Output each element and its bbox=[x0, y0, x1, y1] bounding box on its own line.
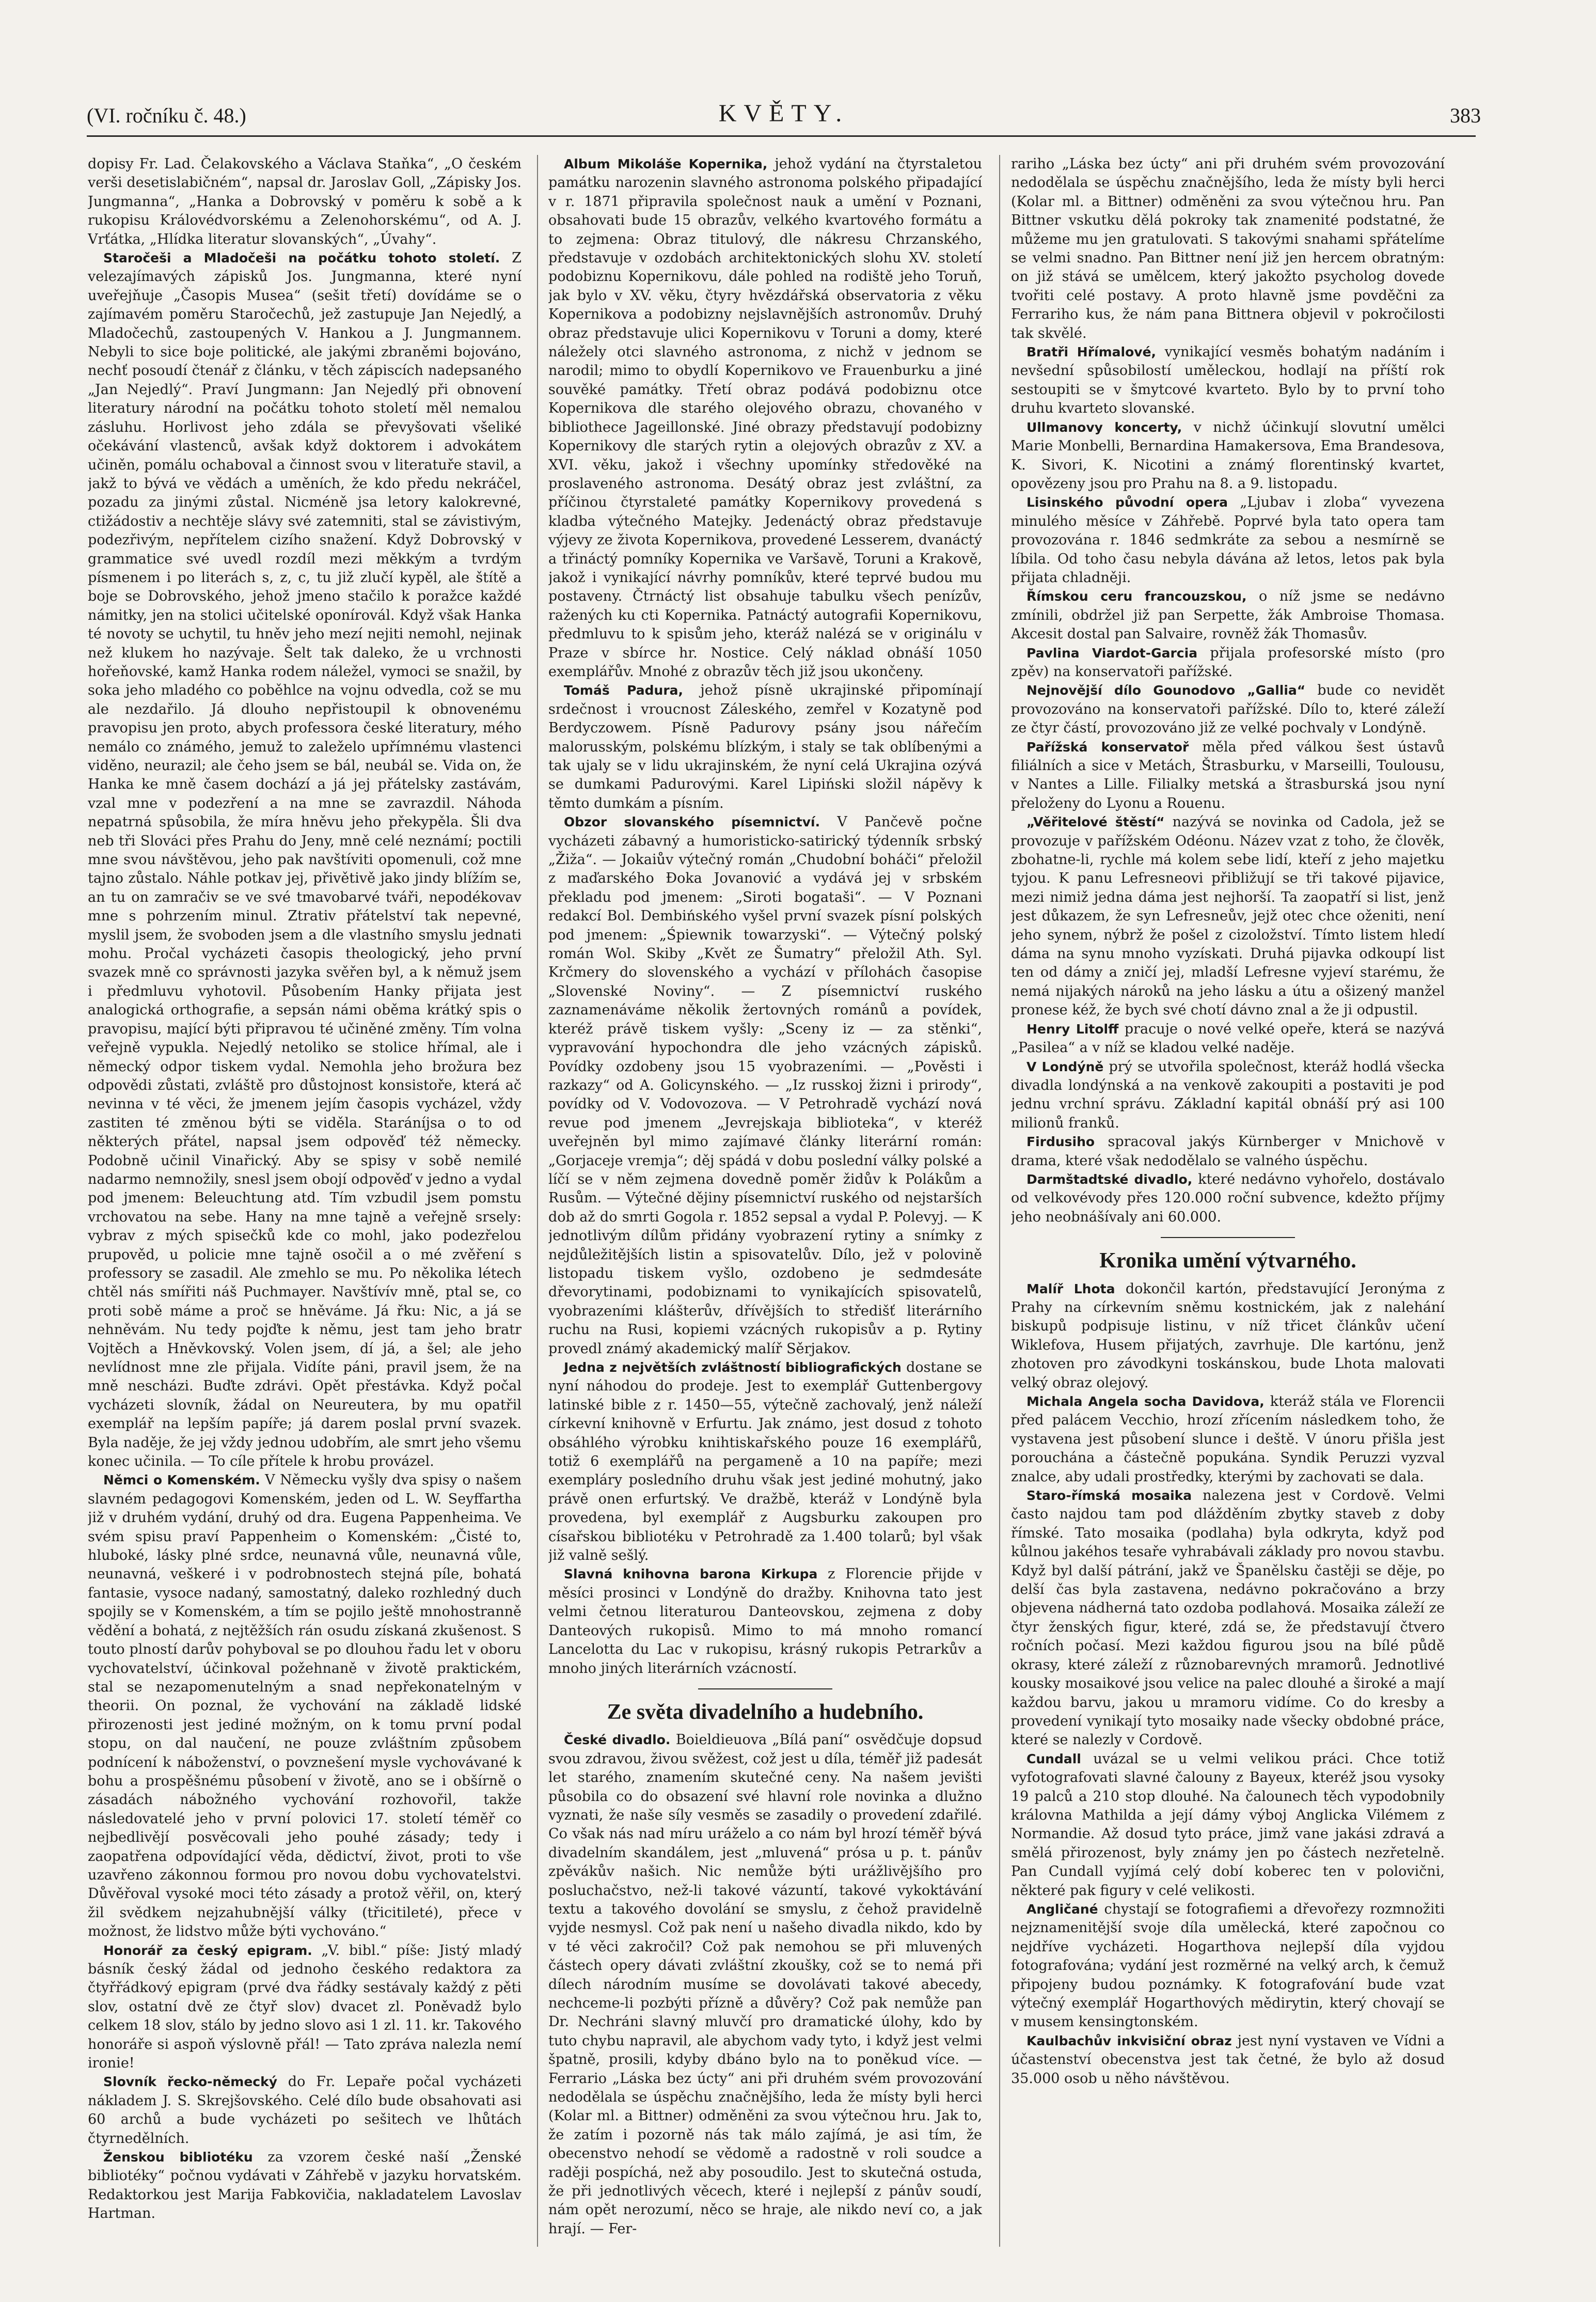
paragraph-keyword: Nejnovější dílo Gounodovo „Gallia“ bbox=[1026, 683, 1306, 698]
paragraph-text: Boieldieuova „Bílá paní“ osvědčuje dopsud svou zdravou, živou svěžest, což jest u díla, téměř již padesát let starého, znamením skutečné ceny. Na našem jevišti působila co do obsazení své hlavní role novinka a dlužno vyznati, že naše síly vesměs se zasadily o provedení zdařilé. Co však nás nad míru uráželo a co nám byl hrozí téměř bývá divadelním skandálem, jest „mluvená“ prósa u p. t. pánův zpěvákův našich. Nic nemůže býti urážlivějšího pro posluchačstvo, než-li takové vázuntí, takové vykoktávání textu a takového dovolání se smyslu, z čehož pravidelně vyjde nesmysl. Což pak není u našeho divadla nikdo, kdo by v té věci zakročil? Což pak nemohou se při mluvených částech opery dávati zvláštní zkoušky, což se to nemá při dílech národním musíme se dovolávati takové abecedy, nechceme-li pozbýti přízně a důvěry? Což pak nemůže pan Dr. Nechráni slavný mluvčí pro dramatické úlohy, kdo by tuto chybu napravil, ale abychom vady tyto, i když jest velmi špatně, prosili, kdyby dbáno bylo na to poněkud více. — Ferrario „Láska bez úcty“ ani při druhém svém provozování nedodělala se úspěchu značnějšího, leda že místy byli herci (Kolar ml. a Bittner) odměněni za svou výtečnou hru. Jak to, že zatím i pozorně nás tak málo zajímá, je asi tím, že obecenstvo nehodí se vědomě a radostně v roli soudce a raději pospíchá, než aby posoudilo. Jest to skutečná ostuda, že při jednotlivých věcech, které i nejlepší z pánův soudí, nám opět nerozumí, něco se hraje, ale nikdo neví co, a jak hrají. — Fer- bbox=[548, 1732, 982, 2237]
news-paragraph bbox=[1011, 1058, 1445, 1133]
paragraph-text: přijala profesorské místo (pro zpěv) na konservatoři pařížské. bbox=[1011, 645, 1445, 680]
paragraph-keyword: Pařížská konservatoř bbox=[1026, 739, 1189, 755]
paragraph-text: V Pančevě počne vycházeti zábavný a humoristicko-satirický týdenník srbský „Žiža“. — Jokaiův výtečný román „Chudobní boháči“ přeložil z maďarského Đoka Jovanović a vydává jej v srbském překladu pod jmenem: „Siroti bogataši“. — V Poznani redakcí Bol. Dembińského vyšel první svazek písní polských pod jmenem: „Śpiewnik towarzyski“. — Výtečný polský román Wol. Skiby „Květ ze Šumatry“ přeložil Ath. Syl. Krčmery do slovenského a vychází v přílohách časopise „Slovenské Noviny“. — Z písemnictví ruského zaznamenáváme několik žertovných románů a povídek, kteréž právě tiskem vyšly: „Sceny iz — za stěnki“, vypravování hypochondra dle jeho vzácných zápisků. Povídky ozdobeny jsou 15 vyobrazeními. — „Pověsti i razkazy“ od A. Golicynského. — „Iz russkoj žizni i prirody“, povídky od V. Vodovozova. — V Petrohradě vychází nová revue pod jmenem „Jevrejskaja biblioteka“, v kteréž uveřejněn byl mimo zajímavé články literární román: „Gorjaceje vremja“; děj spádá v dobu poslední války polské a líčí se v něm zejmena dovedně poměr židův k Polákům a Rusům. — Výtečné dějiny písemnictví ruského od nejstarších dob až do smrti Gogola r. 1852 sepsal a vydal P. Polevyj. — K jednotlivým dílům přidány vyobrazení rytiny a snímky z nejdůležitějších listin a spisovatelův. Dílo, jež v polovině listopadu tiskem vyšlo, ozdobeno je sedmdesáte dřevorytinami, podobiznami to vynikajících spisovatelů, vyobrazeními klášterův, dřívějších to středišť literárního ruchu na Rusi, kopiemi vzácných rukopisův a p. Rytiny provedl známý akademický malíř Sěrjakov. bbox=[548, 814, 982, 1357]
paragraph-keyword: Honorář za český epigram. bbox=[103, 1943, 312, 1958]
news-paragraph bbox=[1011, 1020, 1445, 1058]
news-paragraph bbox=[548, 813, 982, 1358]
journal-title: KVĚTY. bbox=[718, 100, 849, 127]
news-paragraph bbox=[88, 155, 522, 249]
paragraph-text: prý se utvořila společnost, kteráž hodlá všecka divadla londýnská a na venkově zakoupiti a postaviti je pod jednu vrchní správu. Základní kapitál obnáší prý asi 100 milionů franků. bbox=[1011, 1058, 1445, 1131]
paragraph-keyword: Pavlina Viardot-Garcia bbox=[1026, 645, 1198, 661]
paragraph-text: uvázal se u velmi velikou práci. Chce totiž vyfotografovati slavné čalouny z Bayeux, kteréž jsou vysoky 19 palců a 210 stop dlouhé. Na čalounech těch vypodobnily královna Mathilda a její dámy výboj Anglicka Vilémem z Normandie. Až dosud tyto práce, jimž vane jakási zdravá a smělá přirozenost, byly známy jen po částech nezřetelně. Pan Cundall vyjímá celý dobí koberec ten v polovični, některé pak figury v celé velikosti. bbox=[1011, 1750, 1445, 1899]
column-left bbox=[88, 155, 522, 2257]
paragraph-text: dokončil kartón, představující Jeronýma z Prahy na církevním sněmu kostnickém, jak z nalehání biskupů podpisuje listinu, v níž třicet článkův učení Wiklefova, Husem přijatých, zavrhuje. Dle kartónu, jenž zhotoven pro závodkyni toskánskou, bude Lhota malovati velký obraz olejový. bbox=[1011, 1280, 1445, 1391]
paragraph-text: chystají se fotografiemi a dřevořezy rozmnožiti nejznamenitější svoje díla umělecká, které započnou co nejdříve vycházeti. Hogarthova nejlepší díla vyjdou fotografována; vydání jest rozměrné na velký arch, k čemuž připojeny budou poznámky. K fotografování bude vzat výtečný exemplář Hogarthových mědirytin, který chovají se v musem kensingtonském. bbox=[1011, 1901, 1445, 2030]
news-paragraph bbox=[1011, 738, 1445, 813]
news-paragraph bbox=[1011, 1750, 1445, 1900]
news-paragraph bbox=[548, 1358, 982, 1565]
paragraph-text: „V. bibl.“ píše: Jistý mladý básník český žádal od jednoho českého redaktora za čtyřřádkový epigram (prvé dva řádky sestávaly každý z pěti slov, ostatní dvě ze čtyř slov) dvacet zl. Poněvadž bylo celkem 18 slov, stálo by jedno slovo asi 1 zl. 11. kr. Takového honoráře si aspoň výslovně přál! — Tato zpráva nalezla nemí ironie! bbox=[88, 1942, 522, 2072]
section-heading: Kronika umění výtvarného. bbox=[1099, 1249, 1356, 1273]
paragraph-text: z Florencie přijde v měsíci prosinci v Londýně do dražby. Knihovna tato jest velmi četnou literaturou Danteovskou, zejmena z doby Danteových rukopisů. Mimo to má mnoho romancí Lancelotta du Lac v rukopisu, krásný rukopis Petrarkův a mnoho jiných literárních vzácností. bbox=[548, 1566, 982, 1677]
news-paragraph bbox=[548, 1565, 982, 1678]
paragraph-keyword: Kaulbachův inkvisiční obraz bbox=[1026, 2033, 1232, 2048]
paragraph-text: Z velezajímavých zápisků Jos. Jungmanna, které nyní uveřejňuje „Časopis Musea“ (sešit třetí) dovídáme se o zajímavém poměru Staročechů, jež zastupuje Jan Nejedlý, a Mladočechů, zastoupených V. Hankou a J. Jungmannem. Nebyli to sice boje politické, ale jakými zbraněmi bojováno, nechť posoudí čtenář z článku, v těch zápiscích nadepsaného „Jan Nejedlý“. Praví Jungmann: Jan Nejedlý při obnovení literatury národní na počátku tohoto století měl nemalou zásluhu. Horlivost jeho zdála se převyšovati všeliké očekávání vlastenců, avšak když doktorem i advokátem učiněn, pomálu ochaboval a činnost svou v literatuře stavil, a jakž to bývá ve vědách a uměních, že kdo předu nekráčel, pozadu za jinými zůstal. Nicméně jsa letory kalokrevné, ctižádostiv a nechtěje slávy své zatemniti, stal se závistivým, podezřivým, nepřítelem cizího snažení. Když Dobrovský v grammatice své uvedl rozdíl mezi měkkým a tvrdým písmenem i po literách s, z, c, tu již zlučí kypěl, ale štítě a boje se Dobrovského, jehož jmeno stačilo k poražce každé námitky, jen na stolici učitelské oponírovál. Když však Hanka té novoty se uchytil, tu hněv jeho mezí nejiti nemohl, nejinak než klukem ho nazývaje. Šelt tak daleko, že u vrchnosti hořeňovské, kamž Hanka rodem náležel, vymoci se snažil, by soka jeho mladého co poběhlce na vojnu odvedla, což se mu ale nezdařilo. Já dlouho nepřistoupil k obnovenému pravopisu jen proto, abych professora české literatury, mého nemálo co známého, jemuž to zaleželo upřímnému vlastenci viděno, neurazil; ale čeho jsem se bál, neubál se. Vida on, že Hanka ke mně časem dochází a já jej přátelsky zastávám, vzal mne v podezření a na mne se zavrazdil. Náhoda nepatrná spůsobila, že míra hněvu jeho překypěla. Šli dva neb tři Slováci přes Prahu do Jeny, mně celé neznámí; poctili mne svou návštěvou, jeho pak navštíviti opomenuli, což mne tajno zůstalo. Náhle potkav jej, přivětivě jako jindy blížím se, an tu on zamračiv se ve své tmavobarvé tváři, nepodékovav mne s pohrzením minul. Ztrativ přátelství tak nepevné, myslil jsem, že svoboden jsem a dle vlastního smyslu jednati mohu. Pročal vycházeti časopis theologický, jeho první svazek mně co správnosti jazyka svěřen byl, a k němuž jsem i předmluvu vyhotovil. Působením Hanky přijata jest analogická orthografie, a sepsán námi oběma krátký spis o pravopisu, mající býti připravou té učiněné změny. Tím volna veřejně vypukla. Nejedlý netoliko se stolice hřímal, ale i německý odpor tiskem vydal. Nemohla jeho brožura bez odpovědi zůstati, zvláště pro důstojnost konsistoře, která ač nevinna v té věci, že jmenem jejím časopis vycházel, vždy zastiten té změnou býti se viděla. Staráníjsa o to od některých přátel, napsal jsem odpověď též německy. Podobně učinil Vinařický. Aby se spisy v sobě nemilé nadarmo nemnožily, snesl jsem obojí odpověď v jedno a vydal pod jmenem: Beleuchtung atd. Tím vzbudil jsem pomstu vrchovatou na sebe. Hany na mne tajně a veřejně srsely: vybrav z mých spisečků kde co mohl, jako podezřelou prupověd, u policie mne tajně osočil a o mé zvěření s professory se zasadil. Ale zmehlo se mu. Po několika létech chtěl nás smířiti náš Puchmayer. Navštívív mně, ptal se, co proti sobě máme a proč se hněváme. Já řku: Nic, a já se nehněvám. Nu tedy pojďte k němu, jest tam jeho bratr Vojtěch a Hněvkovský. Volen jsem, dí já, a šel; ale jeho nevlídnost mne zle přijala. Vidíte páni, pravil jsem, že na mně nescházi. Buďte zdrávi. Opět přestávka. Když počal vycházeti slovník, žádal on Neureutera, by mu opatřil exemplář na lepším papíře; já darem poslal první svazek. Byla naděje, že jej vždy jednou udobřím, ale smrt jeho všemu konec učinila. — To cíle přítele k hrobu provázel. bbox=[88, 250, 522, 1470]
paragraph-keyword: Jedna z největších zvláštností bibliografických bbox=[564, 1360, 902, 1375]
news-paragraph bbox=[1011, 343, 1445, 418]
news-paragraph bbox=[1011, 1392, 1445, 1486]
news-paragraph bbox=[88, 1941, 522, 2073]
news-paragraph bbox=[1011, 1133, 1445, 1170]
news-paragraph bbox=[1011, 1280, 1445, 1392]
news-paragraph bbox=[1011, 2032, 1445, 2088]
paragraph-keyword: Cundall bbox=[1026, 1751, 1081, 1766]
news-paragraph bbox=[1011, 681, 1445, 738]
paragraph-text: za vzorem české naší „Ženské bibliotéky“ počnou vydávati v Záhřebě v jazyku horvatském. Redaktorkou jest Marija Fabkovičia, nakladatelem Lavoslav Hartman. bbox=[88, 2149, 522, 2222]
column-right bbox=[1011, 155, 1445, 2257]
paragraph-keyword: Němci o Komenském. bbox=[103, 1473, 260, 1488]
page-header bbox=[87, 97, 1481, 133]
paragraph-text: V Německu vyšly dva spisy o našem slavném pedagogovi Komenském, jeden od L. W. Seyffartha již v druhém vydání, druhý od dra. Eugena Pappenheima. Ve svém spisu praví Pappenheim o Komenském: „Čisté to, hluboké, lásky plné srdce, neunavná vůle, neunavná vůle, neunavná, veškeré i v podrobnostech stejná píle, bohatá fantasie, vysoce nadaný, samostatný, daleko rozhledný duch spojily se v Komenském, a tím se pojilo ještě mnohostranně vědění a bohatá, z nejtěžších rán osudu získaná zkušenost. S touto plností darův pohyboval se po dlouhou řadu let v oboru vychovatelství, účinkoval požehnaně v životě praktickém, stal se nezapomenutelným a snad nepřekonatelným v theorii. On poznal, že vychování na základě lidské přirozenosti jest jediné možným, on k tomu první podal stopu, on dal naučení, ne pouze zvláštním způsobem podnícení k náboženství, o povznešení mysle vychovávané k bohu a prospěšnému působení v životě, ano se i obšírně o zásadách nábožného vychování rozhovořil, takže následovatelé jeho v první polovici 17. století téměř co nejbedlivějí posvěcovali jeho pouhé zásady; tedy i zaopatřena odpovídající věda, dědictví, život, proti to vše uzavřeno zákonnou formou pro novou dobu vychovatelstvi. Důvěřoval vysoké moci této zásady a protož věřil, on, který žil svědkem nejzahubnější války (třicitileté), přece v možnost, že lidstvo může býti vychováno.“ bbox=[88, 1472, 522, 1940]
issue-label: (VI. ročníku č. 48.) bbox=[87, 104, 246, 127]
paragraph-text: měla před válkou šest ústavů filiálních a sice v Metách, Štrasburku, v Marseilli, Toulousu, v Nantes a Lille. Filialky metská a štrasburská jsou nyní přeloženy do Lyonu a Rouenu. bbox=[1011, 739, 1445, 811]
paragraph-keyword: Darmštadtské divadlo, bbox=[1026, 1171, 1193, 1187]
paragraph-text: spracoval jakýs Kürnberger v Mnichově v drama, které však nedodělalo se valného úspěchu. bbox=[1011, 1134, 1445, 1169]
paragraph-keyword: V Londýně bbox=[1026, 1059, 1104, 1074]
header-rule bbox=[87, 135, 1476, 137]
paragraph-keyword: Firdusiho bbox=[1026, 1134, 1095, 1150]
column-separator bbox=[537, 155, 538, 2247]
paragraph-keyword: Obzor slovanského písemnictví. bbox=[564, 815, 820, 830]
paragraph-text: dopisy Fr. Lad. Čelakovského a Václava Staňka“, „O českém verši desetislabičném“, napsal dr. Jaroslav Goll, „Zápisky Jos. Jungmanna“, „Hanka a Dobrovský v poměru k sobě a k rukopisu Královédvorskému a Zelenohorskému“, od A. J. Vrťátka, „Hlídka literatur slovanských“, „Úvahy“. bbox=[88, 156, 522, 247]
paragraph-text: které nedávno vyhořelo, dostávalo od velkovévody přes 120.000 roční subvence, kdežto příjmy jeho neobnášívaly ani 60.000. bbox=[1011, 1171, 1445, 1225]
paragraph-keyword: Ullmanovy koncerty, bbox=[1026, 419, 1182, 435]
news-paragraph bbox=[88, 1471, 522, 1941]
paragraph-text: o níž jsme se nedávno zmínili, obdržel již pan Serpette, žák Ambroise Thomasa. Akcesit dostal pan Salvaire, rovněž žák Thomasův. bbox=[1011, 588, 1445, 643]
paragraph-keyword: Michala Angela socha Davidova, bbox=[1026, 1394, 1265, 1409]
news-paragraph bbox=[1011, 1486, 1445, 1750]
paragraph-keyword: Lisinského původní opera bbox=[1026, 495, 1228, 510]
paragraph-text: „Ljubav i zloba“ vyvezena minulého měsíce v Záhřebě. Poprvé byla tato opera tam provozována r. 1846 sedmkráte za sebou a nesmírně se líbila. Od toho času nebyla dávána až letos, letos pak byla přijata chladněji. bbox=[1011, 494, 1445, 586]
paragraph-text: jehož vydání na čtyrstaletou památku narozenin slavného astronoma polského připadající v r. 1871 připravila společnost nauk a umění v Poznani, obsahovati bude 15 obrazův, velkého kvartového formátu a to zejmena: Obraz titulový, dle nákresu Chrzanského, představuje v ozdobách architektonických slohu XV. století podobiznu Kopernikovu, dále pohled na rodiště jeho Toruň, jak bylo v XV. věku, čtyry hvězdářská observatoria z věku Kopernikova a podobizny nejslavnějších astronomův. Druhý obraz představuje ulici Kopernikovu v Toruni a domy, které náležely otci slavného astronoma, z nichž v jednom se narodil; mimo to obydlí Kopernikovo ve Frauenburku a jiné souvěké památky. Třetí obraz podává podobiznu otce Kopernikova dle starého olejového obrazu, chovaného v bibliothece Jageillonské. Jiné obrazy představují podobizny Kopernikovy dle starých rytin a olejových obrazův z XV. a XVI. věku, jakož i všechny upomínky středověké na proslaveného astronoma. Desátý obraz jest zvláštní, za příčinou čtyrstaleté památky Kopernikovy provedená s kladba výtečného Matejky. Jedenáctý obraz představuje výjevy ze života Kopernikova, provedené Lesserem, dvanáctý a třináctý pomníky Kopernika ve Varšavě, Toruni a Krakově, jakož i vynikající návrhy pomníkův, které teprvé budou mu postaveny. Čtrnáctý list obsahuje tabulku všech penízův, ražených ku cti Kopernika. Patnáctý autografii Kopernikovu, předmluvu to k spisům jeho, kteráž nalézá se v originálu v Praze v sbírce hr. Nostice. Celý náklad obnáší 1050 exemplářův. Mnohé z obrazův těch již jsou ukončeny. bbox=[548, 156, 982, 680]
news-paragraph bbox=[548, 681, 982, 813]
section-divider bbox=[698, 1688, 832, 1689]
paragraph-keyword: Ženskou bibliotéku bbox=[103, 2150, 253, 2165]
paragraph-keyword: České divadlo. bbox=[564, 1732, 671, 1748]
paragraph-keyword: Angličané bbox=[1026, 1901, 1098, 1917]
news-paragraph bbox=[1011, 418, 1445, 494]
column-middle bbox=[548, 155, 982, 2257]
news-paragraph bbox=[88, 2148, 522, 2223]
paragraph-text: jest nyní vystaven ve Vídni a účastenství obecenstva jest tak četné, že bylo až dosud 35.000 osob u něho návštěvou. bbox=[1011, 2032, 1445, 2087]
paragraph-keyword: Staročeši a Mladočeši na počátku tohoto století. bbox=[103, 250, 500, 266]
paragraph-text: do Fr. Lepaře počal vycházeti nákladem J. S. Skrejšovského. Celé dílo bude obsahovati asi 60 archů a bude vycházeti po sešitech ve lhůtách čtyrnedělních. bbox=[88, 2074, 522, 2147]
paragraph-keyword: Bratři Hřímalové, bbox=[1026, 344, 1157, 360]
news-paragraph bbox=[1011, 155, 1445, 343]
paragraph-keyword: „Věřitelové štěstí“ bbox=[1026, 815, 1165, 830]
paragraph-text: vynikající vesměs bohatým nadáním i nevšední spůsobilostí uměleckou, hodlají na příští rok sestoupiti se v šmytcové kvarteto. Bylo by to první toho druhu kvarteto slovanské. bbox=[1011, 344, 1445, 417]
news-paragraph bbox=[1011, 587, 1445, 644]
paragraph-keyword: Malíř Lhota bbox=[1026, 1281, 1115, 1296]
news-paragraph bbox=[548, 155, 982, 681]
paragraph-text: bude co nevidět provozováno na konservatoři pařížské. Dílo to, které záleží ze čtyr částí, provozováno již ze velké pochvaly v Londýně. bbox=[1011, 682, 1445, 737]
column-separator bbox=[999, 155, 1000, 2247]
paragraph-text: nalezena jest v Cordově. Velmi často najdou tam pod dlážděním zbytky staveb z doby římské. Tato mosaika (podlaha) byla odkryta, když pod kůlnou jakéhos tesaře vyhrabávali základy pro novou stavbu. Když byl další pátrání, jakž ve Španělsku častěji se děje, po delší čas byla zastavena, nedávno pokračováno a brzy objevena nádherná tato ozdoba podlahová. Mosaika záleží ze čtyr ženských figur, které, zdá se, že představují čtvero ročních počasí. Mezi každou figurou jsou na bílé půdě okrasy, které záleží z různobarevných mramorů. Jednotlivé kousky mosaikové jsou velice na palec dlouhé a široké a mají každou barvu, jakou u mramoru vidíme. Co do kresby a provedení vynikají tyto mosaiky nade všecky obdobné práce, které se nalezly v Cordově. bbox=[1011, 1487, 1445, 1748]
paragraph-keyword: Slovník řecko-německý bbox=[103, 2074, 278, 2090]
news-paragraph bbox=[548, 1731, 982, 2238]
news-paragraph bbox=[1011, 493, 1445, 587]
news-paragraph bbox=[88, 249, 522, 1471]
paragraph-keyword: Henry Litolff bbox=[1026, 1021, 1119, 1037]
news-paragraph bbox=[1011, 1900, 1445, 2032]
news-paragraph bbox=[1011, 1170, 1445, 1227]
paragraph-text: dostane se nyní náhodou do prodeje. Jest to exemplář Guttenbergovy latinské bible z r. 1450—55, výtečně zachovalý, jenž náleží církevní knihovně v Erfurtu. Jak známo, jest dosud z tohoto obsáhlého výrobku knihtiskařského pouze 16 exemplářů, totiž 6 exemplářů na pergameně a 10 na papíře; mezi exempláry posledního druhu však jest jediné mohutný, jako právě onen erfurtský. Ve dražbě, kteráž v Londýně byla provedena, byl exemplář z Augsburku zakoupen pro císařskou bibliotéku v Petrohradě za 1.400 tolarů; byl však již valně sešlý. bbox=[548, 1359, 982, 1564]
page-number: 383 bbox=[1450, 104, 1481, 127]
news-paragraph bbox=[1011, 813, 1445, 1020]
paragraph-text: jehož písně ukrajinské připomínají srdečnost i vroucnost Záleského, zemřel v Kozatyně pod Berdyczowem. Písně Padurovy psány jsou nářečím malorusským, polskému blízkým, i staly se tak oblíbenými a tak ujaly se v lidu ukrajinském, že nyní celá Ukrajina ozývá se dumkami Padurovými. Karel Lipiński složil nápěvy k těmto dumkám a písním. bbox=[548, 682, 982, 811]
paragraph-keyword: Římskou ceru francouzskou, bbox=[1026, 589, 1247, 604]
paragraph-text: nazývá se novinka od Cadola, jež se provozuje v pařížském Odéonu. Název vzat z toho, že člověk, zbohatne-li, rychle má kolem sebe lidí, kteří z jeho majetku tyjou. K panu Lefresneovi přibližují se tři takové pijavice, mezi nimiž jedna dáma jest nejhorší. Ta zaopatří si list, jenž jest důkazem, že syn Lefresneův, jejž otec chce oženiti, není jeho synem, nýbrž že pošel z cizoložství. Tímto listem hledí dáma na synu mnoho vyzískati. Druhá pijavka odkoupí list ten od dámy a zničí jej, mladší Lefresne vyjeví starému, že nemá nijakých nároků na jeho lásku a útu a ošizený manžel pronese kéž, že bych své chotí dávno znal a že ji odpustil. bbox=[1011, 814, 1445, 1019]
news-paragraph bbox=[1011, 644, 1445, 682]
news-paragraph bbox=[88, 2073, 522, 2148]
paragraph-keyword: Tomáš Padura, bbox=[564, 683, 684, 698]
paragraph-keyword: Album Mikoláše Kopernika, bbox=[564, 156, 768, 171]
paragraph-text: v nichž účinkují slovutní umělci Marie Monbelli, Bernardina Hamakersova, Ema Brandesova, K. Sivori, K. Nicotini a známý florentinský kvartet, opovězeny jsou pro Prahu na 8. a 9. listopadu. bbox=[1011, 419, 1445, 492]
paragraph-text: rariho „Láska bez úcty“ ani při druhém svém provozování nedodělala se úspěchu značnějšího, leda že místy byli herci (Kolar ml. a Bittner) odměněni za svou výtečnou hru. Pan Bittner vskutku dělá pokroky tak znamenité podstatné, že můžeme mu jen gratulovati. S takovými snahami spřátelíme se velmi snadno. Pan Bittner není již jen hercem obratným: on již stává se umělcem, který jakožto psycholog dovede tvořiti celé postavy. A proto hlavně jsme povděčni za Ferrariho kus, že nám pana Bittnera objevil v pokročilosti tak skvělé. bbox=[1011, 156, 1445, 341]
paragraph-text: pracuje o nové velké opeře, která se nazývá „Pasilea“ a v níž se kladou velké naděje. bbox=[1011, 1021, 1445, 1056]
paragraph-text: kteráž stála ve Florencii před palácem Vecchio, hrozí zřícením následkem toho, že vystavena jest působení slunce i deště. V únoru přišla jest porouchána a částečně popukána. Syndik Peruzzi vyzval znalce, aby udali prostředky, kterými by zachovati se dala. bbox=[1011, 1393, 1445, 1485]
section-heading: Ze světa divadelního a hudebního. bbox=[607, 1700, 924, 1724]
section-divider bbox=[1161, 1237, 1295, 1238]
paragraph-keyword: Slavná knihovna barona Kirkupa bbox=[564, 1567, 818, 1582]
paragraph-keyword: Staro-římská mosaika bbox=[1026, 1488, 1192, 1504]
